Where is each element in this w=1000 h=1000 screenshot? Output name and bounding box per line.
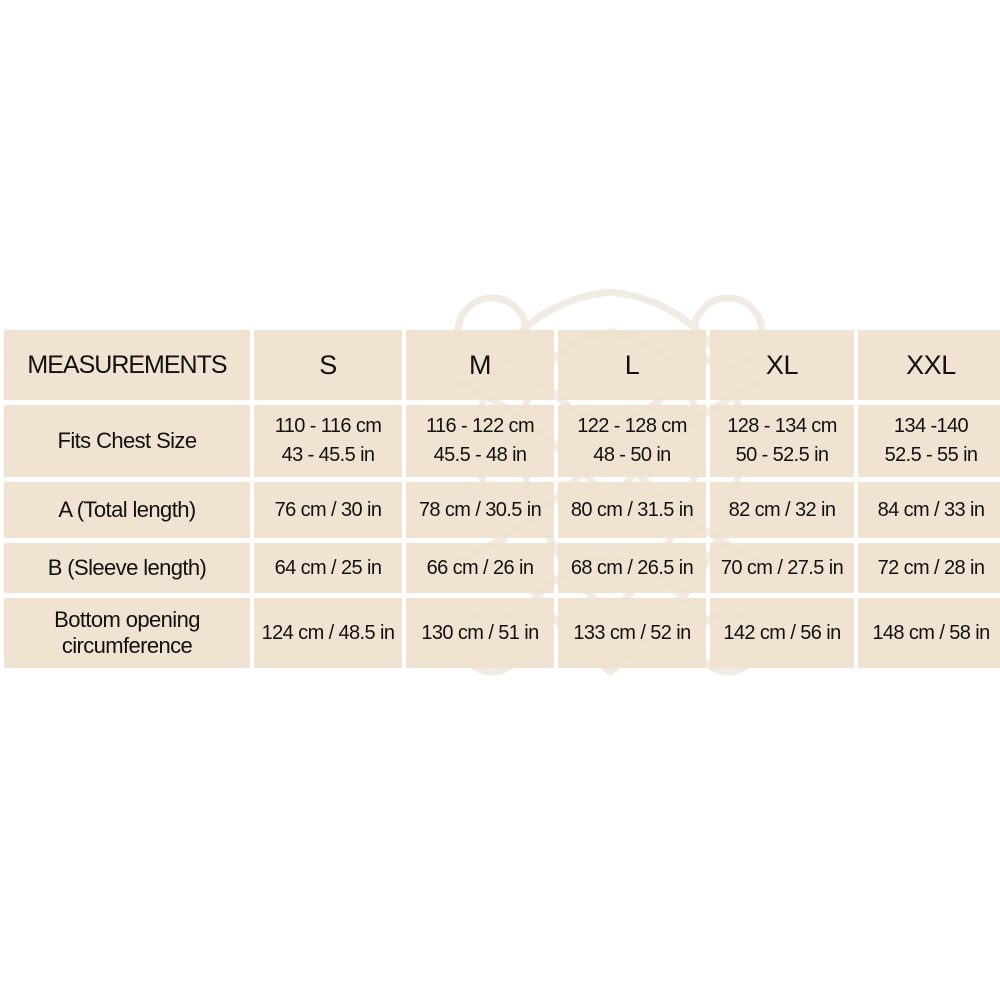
value-cell-total-length-s [254,482,402,538]
size-header-l: L [558,330,706,400]
value-line: 80 cm / 31.5 in [570,498,694,521]
value-line: 68 cm / 26.5 in [570,556,694,579]
value-cell-sleeve-length-l [558,543,706,593]
value-cell-fits-chest-size-s [254,405,402,477]
row-label-line: A (Total length) [58,497,196,522]
size-header-xxl: XXL [858,330,1000,400]
value-cell-bottom-opening-circumference-m [406,598,554,668]
value-line: 48 - 50 in [593,444,671,466]
value-cell-bottom-opening-circumference-l [558,598,706,668]
value-cell-total-length-m [406,482,554,538]
value-line: 142 cm / 56 in [723,621,841,644]
value-cell-sleeve-length-m [406,543,554,593]
size-header-m: M [406,330,554,400]
value-cell-total-length-xxl [858,482,1000,538]
value-line: 116 - 122 cm [425,415,535,437]
row-label-line: circumference [61,633,193,658]
value-cell-fits-chest-size-xxl [858,405,1000,477]
measurements-header: MEASUREMENTS [4,330,250,400]
row-label-line: Bottom opening [54,607,200,632]
value-line: 66 cm / 26 in [426,556,534,579]
value-line: 70 cm / 27.5 in [720,556,844,579]
value-line: 130 cm / 51 in [421,621,539,644]
value-line: 133 cm / 52 in [573,621,691,644]
value-cell-total-length-xl [710,482,854,538]
value-line: 72 cm / 28 in [877,556,985,579]
value-cell-fits-chest-size-l [558,405,706,477]
value-line: 50 - 52.5 in [735,444,829,466]
value-line: 76 cm / 30 in [274,498,382,521]
value-cell-bottom-opening-circumference-xxl [858,598,1000,668]
size-header-xl: XL [710,330,854,400]
value-line: 148 cm / 58 in [872,621,990,644]
value-cell-bottom-opening-circumference-xl [710,598,854,668]
size-chart-table [4,330,996,668]
row-label-total-length [4,482,250,538]
row-label-bottom-opening-circumference [4,598,250,668]
value-line: 78 cm / 30.5 in [418,498,542,521]
value-cell-fits-chest-size-xl [710,405,854,477]
value-cell-sleeve-length-xl [710,543,854,593]
value-line: 84 cm / 33 in [877,498,985,521]
value-cell-sleeve-length-s [254,543,402,593]
value-line: 124 cm / 48.5 in [261,621,395,644]
row-label-fits-chest-size [4,405,250,477]
value-cell-sleeve-length-xxl [858,543,1000,593]
value-line: 52.5 - 55 in [884,444,978,466]
value-cell-total-length-l [558,482,706,538]
size-header-s: S [254,330,402,400]
row-label-line: Fits Chest Size [57,428,197,453]
row-label-sleeve-length [4,543,250,593]
value-line: 122 - 128 cm [577,415,687,437]
value-cell-fits-chest-size-m [406,405,554,477]
value-line: 128 - 134 cm [727,415,837,437]
value-line: 134 -140 [893,415,969,437]
value-line: 64 cm / 25 in [274,556,382,579]
value-line: 82 cm / 32 in [728,498,836,521]
row-label-line: B (Sleeve length) [47,555,207,580]
value-line: 45.5 - 48 in [433,444,527,466]
value-cell-bottom-opening-circumference-s [254,598,402,668]
value-line: 43 - 45.5 in [281,444,375,466]
value-line: 110 - 116 cm [274,415,382,437]
